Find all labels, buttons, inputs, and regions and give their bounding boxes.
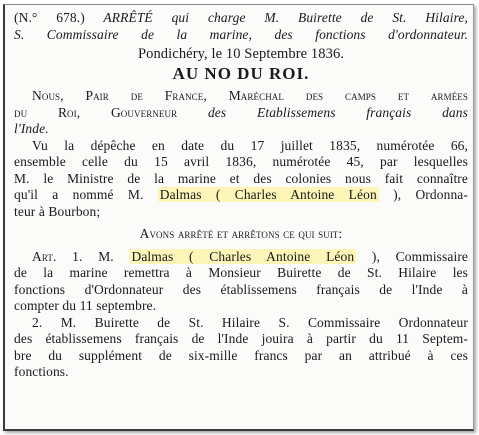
intro-line-3: l'Inde. [14, 121, 49, 136]
art1-line-2: de la marine remettra à Monsieur Buirette de St. Hilaire les [14, 265, 468, 280]
decree-heading: ARRÊTÉ qui charge M. Buirette de St. Hilaire, [84, 10, 468, 25]
para1-line-1: Vu la dépêche en date du 17 juillet 1835, numérotée 66, [32, 137, 468, 153]
highlight-name-1: Dalmas ( Charles Antoine Léon [159, 187, 377, 202]
para1-line-3: M. le Ministre de la marine et des colonies nous fait connaître [14, 170, 468, 186]
document-page [14, 10, 468, 381]
art2-line-1: 2. M. Buirette de St. Hilaire S. Commissaire Ordonnateur [32, 314, 468, 330]
intro-line-1: Nous, Pair de France, Maréchal des camps et armées [32, 88, 468, 103]
header-line-1 [14, 10, 468, 27]
page-title: AU NO DU ROI. [172, 65, 310, 82]
para1-line-2: ensemble celle du 15 avril 1836, numérotée 45, par lesquelles [14, 154, 468, 169]
para1-line-4: qu'il a nommé M. Dalmas ( Charles Antoine Léon ), Ordonna- [14, 187, 468, 202]
para1-line-5: teur à Bourbon; [14, 203, 101, 219]
art1-line-3: fonctions d'Ordonnateur des établissemens français de l'Inde à [14, 281, 468, 297]
art2-line-4: fonctions. [14, 364, 69, 379]
avons-line: Avons arrêté et arrêtons ce qui suit: [139, 226, 343, 241]
header-line-2: S. Commissaire de la marine, des fonctions d'ordonnateur. [14, 26, 468, 42]
intro-line-2: du Roi, Gouverneur des Etablissemens français dans [14, 104, 468, 120]
art1-line-4: compter du 11 septembre. [14, 298, 157, 313]
art2-line-3: bre du supplément de six-mille francs par an attribué à ces [14, 347, 468, 363]
art1-line-1: Art. 1. M. Dalmas ( Charles Antoine Léon ), Commissaire [32, 248, 468, 264]
art2-line-2: des établissemens français de l'Inde jouira à partir du 11 Septem- [14, 331, 468, 346]
decree-number: (N.° 678.) [14, 10, 85, 25]
document-frame [3, 4, 474, 431]
dateline: Pondichéry, le 10 Septembre 1836. [137, 46, 345, 62]
highlight-name-2: Dalmas ( Charles Antoine Léon [131, 248, 355, 264]
